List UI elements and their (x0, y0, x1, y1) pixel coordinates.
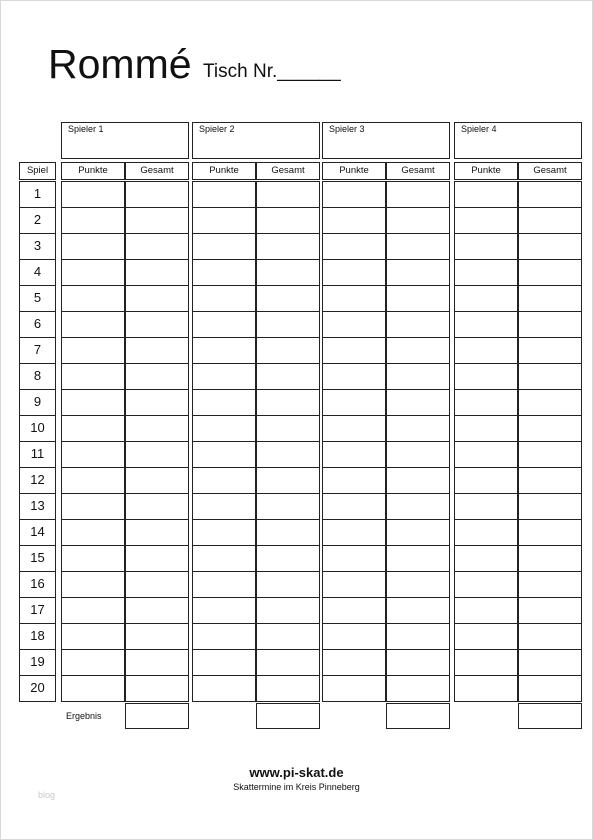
gesamt-cell[interactable] (386, 415, 450, 442)
punkte-cell[interactable] (454, 337, 518, 364)
punkte-cell[interactable] (454, 623, 518, 650)
gesamt-cell[interactable] (125, 571, 189, 598)
gesamt-cell[interactable] (518, 389, 582, 416)
result-cell[interactable] (518, 703, 582, 729)
gesamt-cell[interactable] (256, 675, 320, 702)
gesamt-cell[interactable] (256, 597, 320, 624)
gesamt-cell[interactable] (386, 597, 450, 624)
punkte-cell[interactable] (192, 181, 256, 208)
punkte-cell[interactable] (61, 337, 125, 364)
punkte-cell[interactable] (61, 311, 125, 338)
punkte-cell[interactable] (322, 233, 386, 260)
punkte-cell[interactable] (192, 441, 256, 468)
punkte-cell[interactable] (322, 363, 386, 390)
game-number: 8 (19, 363, 56, 390)
gesamt-cell[interactable] (386, 207, 450, 234)
gesamt-cell[interactable] (125, 649, 189, 676)
punkte-cell[interactable] (61, 519, 125, 546)
punkte-cell[interactable] (61, 181, 125, 208)
gesamt-cell[interactable] (125, 311, 189, 338)
punkte-cell[interactable] (192, 285, 256, 312)
gesamt-cell[interactable] (386, 389, 450, 416)
punkte-cell[interactable] (454, 441, 518, 468)
gesamt-cell[interactable] (256, 519, 320, 546)
punkte-cell[interactable] (454, 467, 518, 494)
punkte-cell[interactable] (454, 233, 518, 260)
gesamt-header: Gesamt (256, 162, 320, 180)
punkte-cell[interactable] (192, 207, 256, 234)
punkte-cell[interactable] (61, 649, 125, 676)
gesamt-cell[interactable] (256, 493, 320, 520)
punkte-cell[interactable] (322, 493, 386, 520)
gesamt-cell[interactable] (256, 311, 320, 338)
player-name-box-4[interactable] (454, 122, 582, 159)
gesamt-cell[interactable] (518, 233, 582, 260)
gesamt-cell[interactable] (256, 571, 320, 598)
gesamt-cell[interactable] (125, 545, 189, 572)
punkte-cell[interactable] (454, 181, 518, 208)
player-label: Spieler 2 (199, 124, 235, 134)
punkte-cell[interactable] (192, 493, 256, 520)
gesamt-cell[interactable] (386, 519, 450, 546)
gesamt-cell[interactable] (518, 207, 582, 234)
gesamt-cell[interactable] (518, 623, 582, 650)
punkte-cell[interactable] (322, 389, 386, 416)
gesamt-cell[interactable] (386, 285, 450, 312)
punkte-cell[interactable] (454, 519, 518, 546)
result-cell[interactable] (256, 703, 320, 729)
game-number: 15 (19, 545, 56, 572)
gesamt-cell[interactable] (518, 597, 582, 624)
gesamt-cell[interactable] (518, 571, 582, 598)
punkte-cell[interactable] (192, 389, 256, 416)
player-label: Spieler 3 (329, 124, 365, 134)
punkte-cell[interactable] (322, 519, 386, 546)
gesamt-cell[interactable] (125, 415, 189, 442)
punkte-cell[interactable] (322, 207, 386, 234)
game-number: 14 (19, 519, 56, 546)
game-number: 10 (19, 415, 56, 442)
punkte-cell[interactable] (192, 233, 256, 260)
punkte-cell[interactable] (454, 207, 518, 234)
gesamt-cell[interactable] (386, 441, 450, 468)
punkte-cell[interactable] (454, 493, 518, 520)
punkte-cell[interactable] (454, 571, 518, 598)
page-title: Rommé (48, 41, 192, 87)
gesamt-cell[interactable] (518, 467, 582, 494)
punkte-header: Punkte (61, 162, 125, 180)
punkte-cell[interactable] (322, 467, 386, 494)
game-number: 1 (19, 181, 56, 208)
gesamt-cell[interactable] (386, 675, 450, 702)
punkte-cell[interactable] (322, 675, 386, 702)
game-number: 13 (19, 493, 56, 520)
punkte-cell[interactable] (192, 675, 256, 702)
footer-subtitle: Skattermine im Kreis Pinneberg (233, 782, 360, 792)
gesamt-cell[interactable] (125, 233, 189, 260)
game-number: 12 (19, 467, 56, 494)
punkte-cell[interactable] (192, 519, 256, 546)
gesamt-cell[interactable] (256, 649, 320, 676)
punkte-cell[interactable] (322, 259, 386, 286)
gesamt-cell[interactable] (386, 467, 450, 494)
gesamt-cell[interactable] (386, 233, 450, 260)
punkte-cell[interactable] (322, 545, 386, 572)
punkte-cell[interactable] (61, 441, 125, 468)
punkte-cell[interactable] (192, 571, 256, 598)
punkte-cell[interactable] (61, 545, 125, 572)
watermark: blog (38, 790, 56, 800)
player-name-box-2[interactable] (192, 122, 320, 159)
gesamt-cell[interactable] (125, 519, 189, 546)
punkte-cell[interactable] (322, 649, 386, 676)
gesamt-header: Gesamt (386, 162, 450, 180)
gesamt-cell[interactable] (125, 441, 189, 468)
punkte-cell[interactable] (61, 207, 125, 234)
gesamt-cell[interactable] (518, 415, 582, 442)
punkte-cell[interactable] (322, 597, 386, 624)
punkte-cell[interactable] (454, 285, 518, 312)
punkte-cell[interactable] (322, 571, 386, 598)
gesamt-cell[interactable] (256, 181, 320, 208)
punkte-cell[interactable] (61, 259, 125, 286)
gesamt-cell[interactable] (125, 389, 189, 416)
gesamt-cell[interactable] (386, 493, 450, 520)
punkte-cell[interactable] (454, 259, 518, 286)
gesamt-cell[interactable] (256, 363, 320, 390)
gesamt-cell[interactable] (125, 337, 189, 364)
punkte-cell[interactable] (61, 233, 125, 260)
punkte-cell[interactable] (454, 649, 518, 676)
gesamt-cell[interactable] (256, 389, 320, 416)
punkte-cell[interactable] (454, 415, 518, 442)
gesamt-cell[interactable] (518, 675, 582, 702)
result-label: Ergebnis (66, 711, 102, 721)
gesamt-cell[interactable] (256, 623, 320, 650)
gesamt-header: Gesamt (518, 162, 582, 180)
punkte-cell[interactable] (192, 415, 256, 442)
punkte-cell[interactable] (61, 597, 125, 624)
gesamt-cell[interactable] (256, 441, 320, 468)
game-number: 6 (19, 311, 56, 338)
spiel-header: Spiel (19, 162, 56, 180)
punkte-cell[interactable] (454, 311, 518, 338)
game-number: 2 (19, 207, 56, 234)
game-number: 20 (19, 675, 56, 702)
punkte-cell[interactable] (192, 311, 256, 338)
player-label: Spieler 4 (461, 124, 497, 134)
game-number: 9 (19, 389, 56, 416)
gesamt-cell[interactable] (256, 337, 320, 364)
gesamt-cell[interactable] (518, 649, 582, 676)
gesamt-cell[interactable] (518, 259, 582, 286)
gesamt-cell[interactable] (125, 181, 189, 208)
gesamt-cell[interactable] (125, 259, 189, 286)
footer-url: www.pi-skat.de (249, 765, 344, 780)
punkte-cell[interactable] (454, 363, 518, 390)
punkte-cell[interactable] (322, 311, 386, 338)
game-number: 16 (19, 571, 56, 598)
gesamt-cell[interactable] (386, 545, 450, 572)
punkte-cell[interactable] (454, 389, 518, 416)
gesamt-cell[interactable] (518, 285, 582, 312)
punkte-cell[interactable] (192, 649, 256, 676)
punkte-cell[interactable] (322, 181, 386, 208)
punkte-cell[interactable] (454, 545, 518, 572)
punkte-cell[interactable] (192, 545, 256, 572)
gesamt-cell[interactable] (386, 259, 450, 286)
punkte-cell[interactable] (192, 363, 256, 390)
gesamt-cell[interactable] (518, 441, 582, 468)
punkte-cell[interactable] (61, 415, 125, 442)
punkte-cell[interactable] (454, 675, 518, 702)
gesamt-cell[interactable] (125, 207, 189, 234)
gesamt-cell[interactable] (518, 545, 582, 572)
punkte-cell[interactable] (61, 571, 125, 598)
gesamt-cell[interactable] (386, 623, 450, 650)
gesamt-cell[interactable] (518, 363, 582, 390)
gesamt-cell[interactable] (256, 415, 320, 442)
gesamt-cell[interactable] (386, 337, 450, 364)
punkte-header: Punkte (454, 162, 518, 180)
game-number: 19 (19, 649, 56, 676)
game-number: 5 (19, 285, 56, 312)
gesamt-cell[interactable] (125, 467, 189, 494)
gesamt-cell[interactable] (518, 181, 582, 208)
gesamt-cell[interactable] (518, 337, 582, 364)
gesamt-cell[interactable] (256, 545, 320, 572)
game-number: 4 (19, 259, 56, 286)
punkte-cell[interactable] (322, 337, 386, 364)
punkte-cell[interactable] (322, 441, 386, 468)
gesamt-cell[interactable] (386, 363, 450, 390)
game-number: 7 (19, 337, 56, 364)
gesamt-cell[interactable] (125, 623, 189, 650)
punkte-cell[interactable] (61, 363, 125, 390)
punkte-cell[interactable] (61, 389, 125, 416)
game-number: 11 (19, 441, 56, 468)
gesamt-cell[interactable] (125, 597, 189, 624)
punkte-cell[interactable] (322, 623, 386, 650)
gesamt-cell[interactable] (256, 207, 320, 234)
punkte-header: Punkte (192, 162, 256, 180)
gesamt-cell[interactable] (386, 649, 450, 676)
punkte-cell[interactable] (61, 623, 125, 650)
punkte-cell[interactable] (61, 675, 125, 702)
punkte-header: Punkte (322, 162, 386, 180)
player-label: Spieler 1 (68, 124, 104, 134)
game-number: 17 (19, 597, 56, 624)
gesamt-cell[interactable] (386, 571, 450, 598)
gesamt-cell[interactable] (518, 493, 582, 520)
gesamt-cell[interactable] (256, 259, 320, 286)
gesamt-cell[interactable] (125, 363, 189, 390)
gesamt-cell[interactable] (518, 519, 582, 546)
gesamt-cell[interactable] (256, 285, 320, 312)
punkte-cell[interactable] (192, 597, 256, 624)
punkte-cell[interactable] (61, 285, 125, 312)
gesamt-cell[interactable] (386, 311, 450, 338)
player-name-box-3[interactable] (322, 122, 450, 159)
result-cell[interactable] (125, 703, 189, 729)
punkte-cell[interactable] (192, 337, 256, 364)
game-number: 3 (19, 233, 56, 260)
punkte-cell[interactable] (61, 493, 125, 520)
punkte-cell[interactable] (322, 415, 386, 442)
punkte-cell[interactable] (192, 623, 256, 650)
gesamt-cell[interactable] (518, 311, 582, 338)
gesamt-cell[interactable] (386, 181, 450, 208)
game-number: 18 (19, 623, 56, 650)
player-name-box-1[interactable] (61, 122, 189, 159)
punkte-cell[interactable] (322, 285, 386, 312)
gesamt-cell[interactable] (256, 233, 320, 260)
punkte-cell[interactable] (192, 259, 256, 286)
gesamt-cell[interactable] (125, 675, 189, 702)
gesamt-cell[interactable] (125, 285, 189, 312)
gesamt-cell[interactable] (256, 467, 320, 494)
punkte-cell[interactable] (61, 467, 125, 494)
gesamt-header: Gesamt (125, 162, 189, 180)
gesamt-cell[interactable] (125, 493, 189, 520)
table-number-label: Tisch Nr.______ (203, 61, 341, 82)
punkte-cell[interactable] (192, 467, 256, 494)
result-cell[interactable] (386, 703, 450, 729)
punkte-cell[interactable] (454, 597, 518, 624)
